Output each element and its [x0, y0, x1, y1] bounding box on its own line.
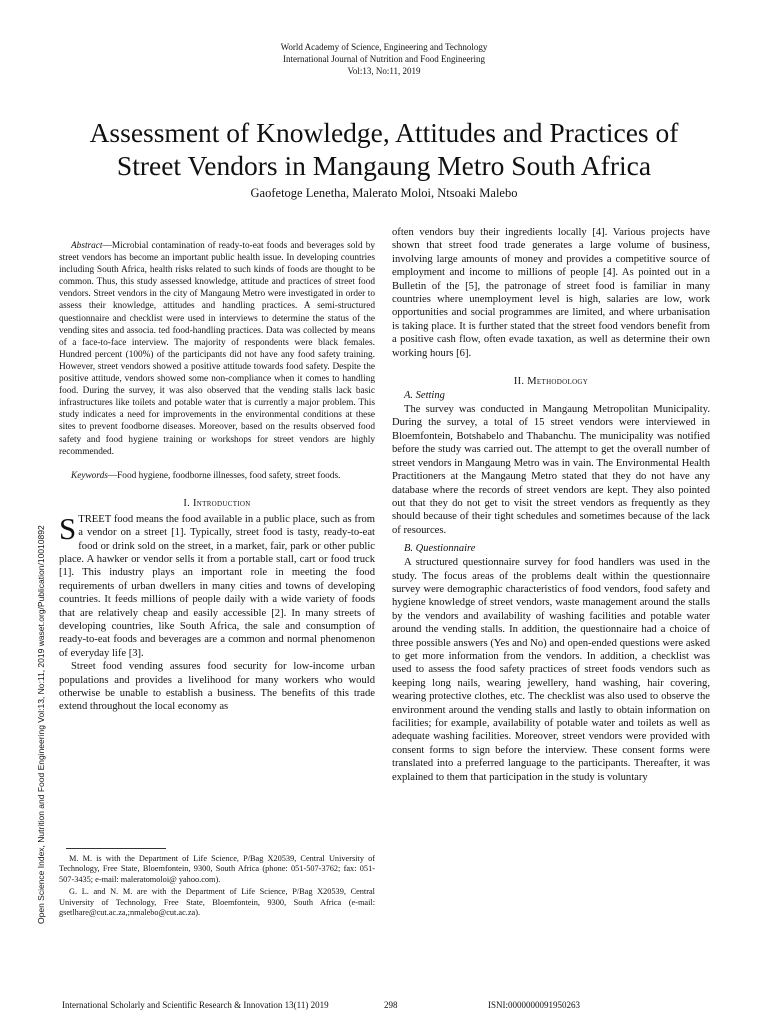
footer-isni: ISNI:0000000091950263 [488, 1000, 580, 1010]
footnote-rule [66, 848, 166, 849]
header-line-1: World Academy of Science, Engineering and Technology [280, 42, 488, 52]
intro-paragraph-1 [59, 510, 375, 660]
section-heading-introduction: I. Introduction [183, 497, 251, 509]
subheading-setting: A. Setting [404, 390, 445, 402]
subheading-questionnaire: B. Questionnaire [404, 543, 476, 555]
keywords-label: Keywords [71, 470, 108, 481]
questionnaire-paragraph: A structured questionnaire survey for food handlers was used in the study. The focus areas of the problems dealt within the questionnaire survey were demographic characteristics of food vendors, food safety and hygiene knowledge of street vendors, waste management around the stalls by the vendors and availability of washing facilities and potable water around the vending stalls. In addition, the questionnaire had a choice of three possible answers (Yes and No) and open-ended questions were asked to get more information from the vendors. In addition, a checklist was used to assess the food safety practices of street foods vendors such as keeping long nails, wearing jewellery, hand washing, hair covering, wearing protective clothes, etc. The checklist was also used to observe the environment around the vending stalls and lastly to obtain information on facilities; for example, availability of potable water and toilets as well as adequate washing facilities. Moreover, street vendors were provided with consent forms to sign before the interview. These consent forms were translated into a preferred language to the participants. Thereafter, it was explained to them that participation in the study is voluntary [392, 557, 710, 783]
side-margin-citation: Open Science Index, Nutrition and Food Engineering Vol:13, No:11, 2019 waset.org/Publication/10010892 [36, 525, 46, 924]
footnotes [59, 854, 375, 918]
journal-header [0, 41, 768, 77]
abstract-text: —Microbial contamination of ready-to-eat foods and beverages sold by street vendors has become an important public health issue. In developing countries including South Africa, health risks related to such kinds of foods are thought to be common. Thus, this study assessed knowledge, attitude and practices of street food vendors. Street vendors in the city of Mangaung Metro were investigated in order to assess their knowledge, attitudes and handling practices. A semi-structured questionnaire and checklist were used in interviews to determine the status of the vending sites and associa. ted food-handling practices. Data was collected by means of a face-to-face interview. The majority of respondents were black females. Hundred percent (100%) of the participants did not have any food safety training. However, street vendors showed a positive attitude towards food safety. Despite the positive attitude, vendors showed some non-compliance when it comes to handling food. During the survey, it was also observed that the vending stalls lack basic infrastructures like toilets and potable water that is currently a major problem. This study indicates a need for improvements in the environmental conditions at these sites to prevent foodborne diseases. Moreover, based on the results observed food safety and food hygiene training or workshops for street vendors are highly recommended. [59, 241, 375, 457]
setting-paragraph: The survey was conducted in Mangaung Metropolitan Municipality. During the survey, a total of 15 street vendors were interviewed in Bloemfontein, Botshabelo and Thabanchu. The municipality was notified before the study was carried out. The attempt to get the overall number of street vendors in Mangaung Metro was in vain. The Environmental Health Practitioners at the Mangaung Metro stated that they do not have any database where the records of street vendors are kept. They also pointed out that they do not get to visit the street vendors as frequently as they should because of their tight schedules and sometimes because of the lack of resources. [392, 404, 710, 536]
footnote-2: G. L. and N. M. are with the Department of Life Science, P/Bag X20539, Central University of Technology, Free State, Bloemfontein, 9300, South Africa (e-mail: gsetlhare@cut.ac.za,;nmalebo@cut.ac.za). [59, 887, 375, 918]
intro-paragraph-1-text: TREET food means the food available in a public place, such as from a vendor on a street [1]. Typically, street food is tasty, ready-to-eat food or drink sold on the street, in a market, fair, park or other public place. A hawker or vendor sells it from a portable stall, cart or food truck [1]. This industry plays an important role in meeting the food requirements of urban dwellers in many cities and towns of developing countries. It feeds millions of people daily with a wide variety of foods that are relatively cheap and easily accessible [2]. In many streets of developing countries, like South Africa, the sale and consumption of ready-to-eat foods and beverages are a common and normal phenomenon of everyday life [3]. [59, 513, 375, 659]
intro-paragraph-2: Street food vending assures food security for low-income urban populations and provides a livelihood for many workers who would otherwise be unable to establish a business. The benefits of this trade extend throughout the local economy as [59, 661, 375, 713]
intro-continued: often vendors buy their ingredients locally [4]. Various projects have shown that street food trade generates a large volume of business, involving large amounts of money and provides a competitive source of employment and income to millions of people [4]. As pointed out in a Bulletin of the [5], the patronage of street food is familiar in many countries where unemployment level is high, salaries are low, work opportunities and social programmes are limited, and where urbanisation is taking place. It is further stated that the street food vendors benefit from a positive cash flow, often evade taxation, as well as determine their own working hours [6]. [392, 227, 710, 359]
abstract-label: Abstract [71, 241, 103, 251]
authors: Gaofetoge Lenetha, Malerato Moloi, Ntsoaki Malebo [250, 186, 518, 200]
footer-page-number: 298 [384, 1000, 398, 1010]
keywords [59, 470, 375, 482]
footnote-1: M. M. is with the Department of Life Science, P/Bag X20539, Central University of Technology, Free State, Bloemfontein, 9300, South Africa (phone: 051-507-3762; fax: 051-507-3435; e-mail: maleratomoloi@ yahoo.com). [59, 854, 375, 884]
left-column [59, 240, 375, 714]
header-line-2: International Journal of Nutrition and Food Engineering [283, 54, 485, 64]
keywords-text: —Food hygiene, foodborne illnesses, food safety, street foods. [107, 470, 341, 481]
footer-journal: International Scholarly and Scientific Research & Innovation 13(11) 2019 [62, 1000, 329, 1010]
title-line-1: Assessment of Knowledge, Attitudes and Practices of [89, 117, 679, 148]
section-heading-methodology: II. Methodology [513, 376, 589, 388]
drop-cap: S [59, 510, 77, 546]
paper-title [30, 116, 738, 182]
right-column [392, 226, 710, 784]
abstract [59, 240, 375, 458]
title-line-2: Street Vendors in Mangaung Metro South Africa [116, 150, 652, 181]
header-line-3: Vol:13, No:11, 2019 [347, 66, 421, 76]
